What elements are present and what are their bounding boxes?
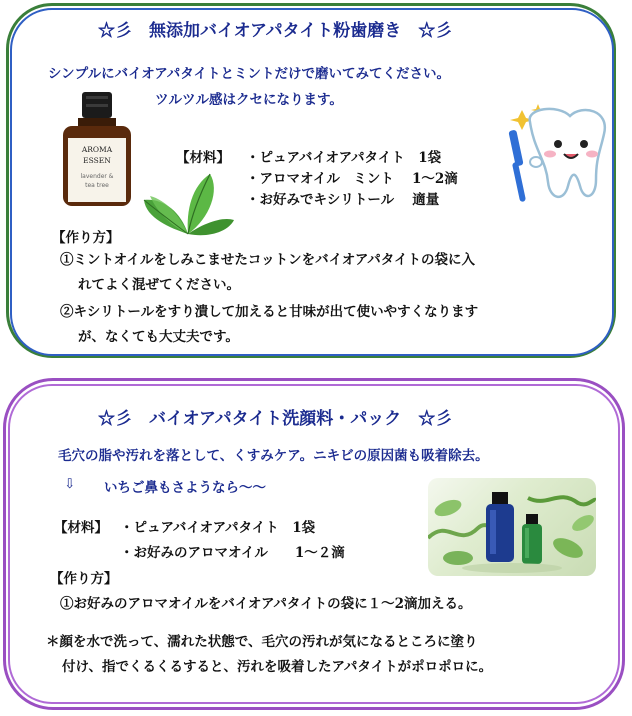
aroma-oil-photo	[428, 478, 596, 576]
section2-title: ☆彡 バイオアパタイト洗顔料・パック ☆彡	[98, 409, 453, 429]
section1-materials-label: 【材料】	[176, 150, 230, 166]
section1-step-1-cont: れてよく混ぜてください。	[78, 277, 240, 293]
section1-title: ☆彡 無添加バイオアパタイト粉歯磨き ☆彡	[98, 21, 453, 41]
section2-material-2: ・お好みのアロマオイル 1～２滴	[120, 545, 345, 561]
section1-step-1: ①ミントオイルをしみこませたコットンをバイオアパタイトの袋に入	[60, 252, 475, 268]
section2-note-line2: 付け、指でくるくるすると、汚れを吸着したアパタイトがポロポロに。	[62, 659, 493, 675]
section2-intro-line1: 毛穴の脂や汚れを落として、くすみケア。ニキビの原因菌も吸着除去。	[58, 448, 489, 464]
bottle-label-line3: lavender &	[80, 173, 114, 180]
bottle-label-line1: AROMA	[81, 145, 113, 154]
bottle-label-line4: tea tree	[85, 182, 109, 189]
section2-intro-line2: いちご鼻もさようなら～～	[104, 480, 266, 496]
bottle-label-line2: ESSEN	[83, 156, 111, 165]
section2-materials-label: 【材料】	[54, 520, 108, 536]
aroma-bottle-image	[60, 92, 134, 208]
down-arrow-icon: ⇩	[64, 476, 76, 492]
section1-step-2: ②キシリトールをすり潰して加えると甘味が出て使いやすくなります	[60, 304, 479, 320]
section1-step-2-cont: が、なくても大丈夫です。	[78, 329, 239, 345]
section1-material-1: ・ピュアバイオアパタイト 1袋	[246, 150, 442, 166]
section1-material-3: ・お好みでキシリトール 適量	[246, 192, 440, 208]
section2-material-1: ・ピュアバイオアパタイト 1袋	[120, 520, 316, 536]
section1-intro-line1: シンプルにバイオアパタイトとミントだけで磨いてみてください。	[48, 66, 450, 82]
section2-howto-label: 【作り方】	[50, 571, 118, 587]
section1-material-2: ・アロマオイル ミント 1～2滴	[246, 171, 458, 187]
mint-leaves-image	[140, 170, 236, 240]
section2-note-line1: ＊顔を水で洗って、濡れた状態で、毛穴の汚れが気になるところに塗り	[46, 634, 478, 650]
tooth-mascot-image	[492, 100, 620, 210]
section1-intro-line2: ツルツル感はクセになります。	[155, 92, 343, 108]
section2-step-1: ①お好みのアロマオイルをバイオアパタイトの袋に１～2滴加える。	[60, 596, 472, 612]
section1-howto-label: 【作り方】	[52, 230, 120, 246]
